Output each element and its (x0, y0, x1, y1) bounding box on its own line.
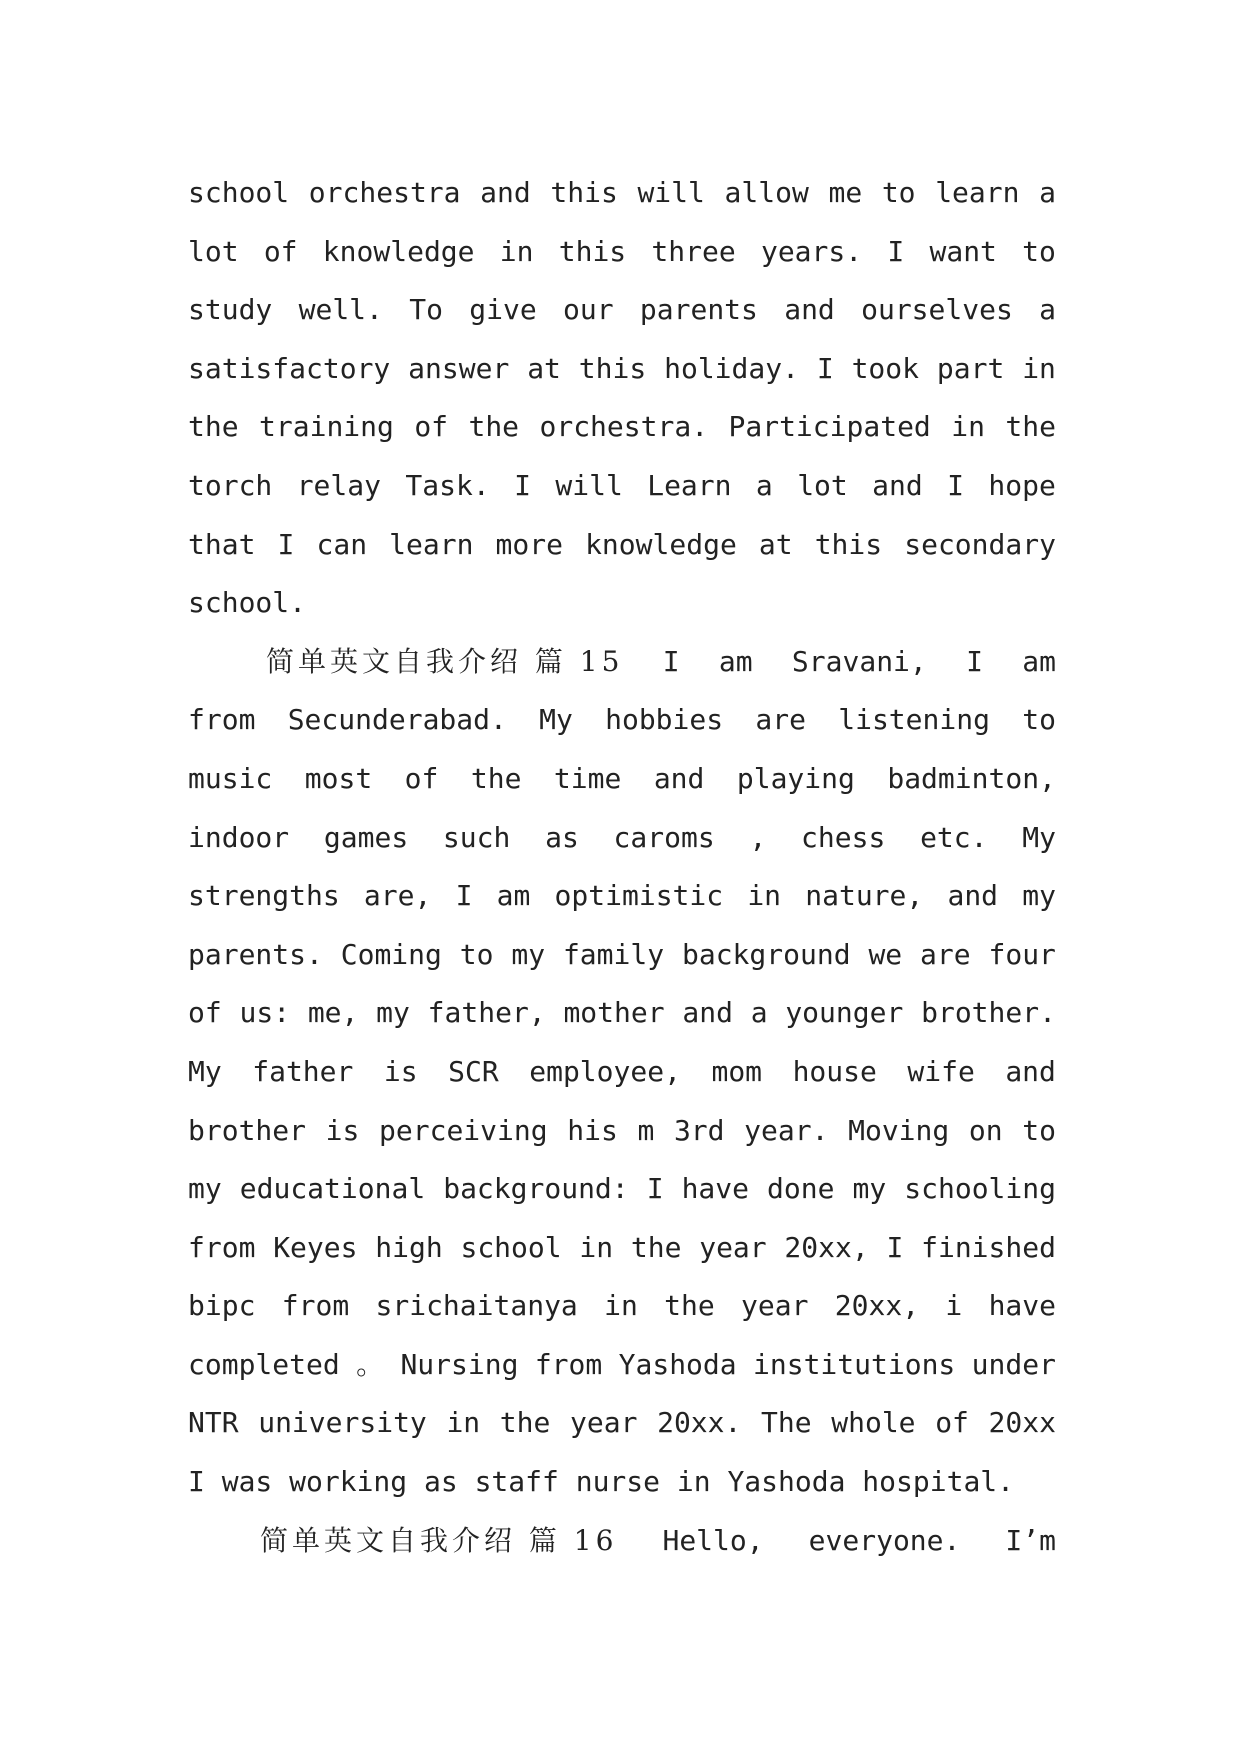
word: everyone. (808, 1523, 961, 1557)
paragraph-line (188, 1102, 1056, 1161)
paragraph-line (188, 398, 1056, 457)
word: the (470, 761, 522, 795)
word: I (947, 468, 965, 502)
word: my (1022, 879, 1056, 913)
word: 20xx, (784, 1230, 869, 1264)
word: games (323, 820, 409, 854)
paragraph-line (188, 281, 1056, 340)
word: year (741, 1289, 809, 1323)
word: and (947, 879, 999, 913)
word: chess (801, 820, 886, 854)
word: perceiving (379, 1113, 548, 1147)
word: part (936, 351, 1005, 385)
word: from (281, 1289, 350, 1323)
word: of (414, 410, 449, 444)
word: the (188, 410, 239, 444)
word: ourselves (861, 293, 1013, 327)
word: i (945, 1289, 963, 1323)
word: university (258, 1406, 427, 1440)
word: I (455, 879, 473, 913)
word: holiday. (664, 351, 799, 385)
paragraph-line (188, 867, 1056, 926)
word: my (188, 1172, 222, 1206)
word: playing (736, 761, 855, 795)
word: learn (935, 176, 1020, 209)
word: three (651, 234, 736, 268)
section-heading: 简单英文自我介绍 篇 15 (266, 644, 624, 678)
word: well. (298, 293, 383, 327)
word: parents (639, 293, 758, 327)
line-text: I was working as staff nurse in Yashoda hospital. (188, 1465, 1015, 1499)
word: background: (443, 1172, 629, 1206)
paragraph-line (188, 1219, 1056, 1278)
word: the (630, 1230, 682, 1264)
word: whole (831, 1406, 916, 1440)
word: Keyes (273, 1230, 358, 1264)
word: done (767, 1172, 835, 1206)
document-body (188, 164, 1056, 1570)
word: Secunderabad. (287, 703, 507, 737)
word: to (1022, 234, 1056, 268)
word: year (570, 1406, 638, 1440)
word: my (376, 996, 410, 1030)
word: finished (921, 1230, 1056, 1264)
word: lot (188, 234, 239, 268)
word: schooling (904, 1172, 1056, 1206)
paragraph-line (188, 1043, 1056, 1102)
paragraph-line (188, 1277, 1056, 1336)
word: optimistic (554, 879, 724, 913)
paragraph-line (188, 809, 1056, 868)
word: his (567, 1113, 618, 1147)
word: will (637, 176, 705, 209)
word: family (562, 937, 665, 971)
word: and (784, 293, 835, 327)
word: orchestra (308, 176, 461, 209)
word: my (511, 937, 546, 971)
word: secondary (904, 527, 1056, 561)
word: , (749, 820, 767, 854)
word: My (188, 1054, 222, 1088)
word: are (755, 703, 806, 737)
word: a (1039, 176, 1056, 209)
word: we (868, 937, 903, 971)
word: relay (296, 468, 381, 502)
paragraph-line (188, 926, 1056, 985)
word: in (747, 879, 782, 913)
word: background (681, 937, 851, 971)
word: training (259, 410, 394, 444)
word: give (469, 293, 537, 327)
word: etc. (920, 820, 988, 854)
word: indoor (188, 820, 290, 854)
word: will (555, 468, 623, 502)
word: Sravani, (791, 644, 927, 678)
word: Yashoda (618, 1347, 737, 1381)
word: lot (797, 468, 848, 502)
word: this (814, 527, 883, 561)
word: orchestra. (539, 410, 709, 444)
word: father, (427, 996, 546, 1030)
word: from (534, 1347, 603, 1381)
word: time (553, 761, 622, 795)
word: I (662, 644, 680, 678)
word: employee, (529, 1054, 681, 1088)
word: a (1039, 293, 1056, 327)
word: of (188, 996, 222, 1030)
word: NTR (188, 1406, 239, 1440)
line-text: school. (188, 586, 307, 620)
word: parents. (188, 937, 323, 971)
word: in (446, 1406, 481, 1440)
word: a (750, 996, 768, 1030)
word: and (682, 996, 733, 1030)
paragraph-line (188, 574, 1056, 633)
word: I (277, 527, 295, 561)
word: caroms (613, 820, 715, 854)
word: took (851, 351, 920, 385)
word: at (758, 527, 793, 561)
word: strengths (188, 879, 340, 913)
word: To (409, 293, 443, 327)
word: our (563, 293, 614, 327)
word: to (1022, 1113, 1056, 1147)
word: to (459, 937, 494, 971)
section-heading: 简单英文自我介绍 篇 16 (260, 1523, 618, 1557)
paragraph-line (188, 984, 1056, 1043)
word: am (718, 644, 753, 678)
word: younger (785, 996, 904, 1030)
word: in (579, 1230, 614, 1264)
word: this (550, 176, 618, 209)
word: this (558, 234, 627, 268)
word: Moving (848, 1113, 950, 1147)
word: 3rd (673, 1113, 725, 1147)
word: I’m (1005, 1523, 1056, 1557)
word: institutions (753, 1347, 956, 1381)
word: torch (188, 468, 273, 502)
paragraph-line (188, 457, 1056, 516)
word: brother (188, 1113, 307, 1147)
word: am (1022, 644, 1056, 678)
word: brother. (921, 996, 1056, 1030)
word: Hello, (662, 1523, 764, 1557)
word: satisfactory (188, 351, 391, 385)
word: of (263, 234, 298, 268)
word: have (681, 1172, 750, 1206)
word: I (966, 644, 983, 678)
word: on (968, 1113, 1003, 1147)
paragraph-line (188, 1160, 1056, 1219)
word: from (188, 703, 256, 737)
word: hope (988, 468, 1056, 502)
word: the (468, 410, 520, 444)
word: My (539, 703, 573, 737)
word: under (971, 1347, 1056, 1381)
word: educational (239, 1172, 426, 1206)
word: answer (408, 351, 510, 385)
word: father (252, 1054, 354, 1088)
word: at (527, 351, 561, 385)
word: year. (744, 1113, 829, 1147)
word: have (988, 1289, 1056, 1323)
word: badminton, (887, 761, 1056, 795)
word: my (852, 1172, 887, 1206)
paragraph-line (188, 1336, 1056, 1395)
word: most (304, 761, 373, 795)
paragraph-line (188, 691, 1056, 750)
paragraph-line (188, 750, 1056, 809)
word: school (188, 176, 290, 209)
word: school (460, 1230, 562, 1264)
word: is (383, 1054, 418, 1088)
word: I (887, 234, 905, 268)
word: 20xx, (834, 1289, 920, 1323)
word: in (951, 410, 985, 444)
word: knowledge (585, 527, 737, 561)
word: is (325, 1113, 360, 1147)
word: are, (363, 879, 432, 913)
word: Task. (405, 468, 490, 502)
word: srichaitanya (375, 1289, 578, 1323)
word: mother (563, 996, 665, 1030)
word: I (886, 1230, 904, 1264)
word: m (637, 1113, 655, 1147)
word: years. (760, 234, 863, 268)
word: am (496, 879, 531, 913)
word: completed (188, 1347, 340, 1381)
word: study (188, 293, 273, 327)
word: such (442, 820, 511, 854)
paragraph-line (188, 516, 1056, 575)
word: I (816, 351, 834, 385)
word: of (935, 1406, 969, 1440)
word: me, (307, 996, 359, 1030)
word: a (755, 468, 773, 502)
word: in (499, 234, 534, 268)
word: the (1005, 410, 1056, 444)
word: Learn (647, 468, 732, 502)
word: to (1022, 703, 1056, 737)
paragraph-line (188, 1394, 1056, 1453)
word: year (699, 1230, 767, 1264)
word: knowledge (322, 234, 475, 268)
word: in (604, 1289, 638, 1323)
word: My (1022, 820, 1056, 854)
word: more (495, 527, 563, 561)
word: SCR (448, 1054, 499, 1088)
word: can (316, 527, 368, 561)
word: and (653, 761, 705, 795)
paragraph-line (188, 1453, 1056, 1512)
word: hobbies (605, 703, 724, 737)
word: us: (239, 996, 291, 1030)
paragraph-line (188, 340, 1056, 399)
word: 20xx (988, 1406, 1056, 1440)
word: this (578, 351, 647, 385)
section-heading-line (188, 1512, 1056, 1571)
word: from (188, 1230, 256, 1264)
word: house (792, 1054, 877, 1088)
word: and (872, 468, 923, 502)
word: mom (711, 1054, 763, 1088)
word: Nursing (400, 1347, 519, 1381)
word: learn (389, 527, 474, 561)
word: bipc (188, 1289, 256, 1323)
word: to (881, 176, 916, 209)
word: and (480, 176, 531, 209)
word: Coming (340, 937, 442, 971)
word: and (1005, 1054, 1056, 1088)
word: high (375, 1230, 443, 1264)
word: The (761, 1406, 812, 1440)
word: wife (907, 1054, 975, 1088)
word: 20xx. (657, 1406, 742, 1440)
word: listening (838, 703, 990, 737)
word: nature, (805, 879, 924, 913)
word: me (828, 176, 863, 209)
section-heading-line (188, 633, 1056, 692)
word: I (514, 468, 531, 502)
word: four (988, 937, 1056, 971)
word: in (1022, 351, 1056, 385)
word: music (188, 761, 273, 795)
word: Participated (728, 410, 931, 444)
word: of (404, 761, 439, 795)
word: allow (724, 176, 809, 209)
paragraph-line (188, 164, 1056, 223)
word: as (545, 820, 579, 854)
word: the (664, 1289, 715, 1323)
word: that (188, 527, 256, 561)
word: I (646, 1172, 664, 1206)
word: are (920, 937, 971, 971)
word: 。 (356, 1347, 385, 1381)
word: the (499, 1406, 551, 1440)
paragraph-line (188, 223, 1056, 282)
word: want (929, 234, 997, 268)
